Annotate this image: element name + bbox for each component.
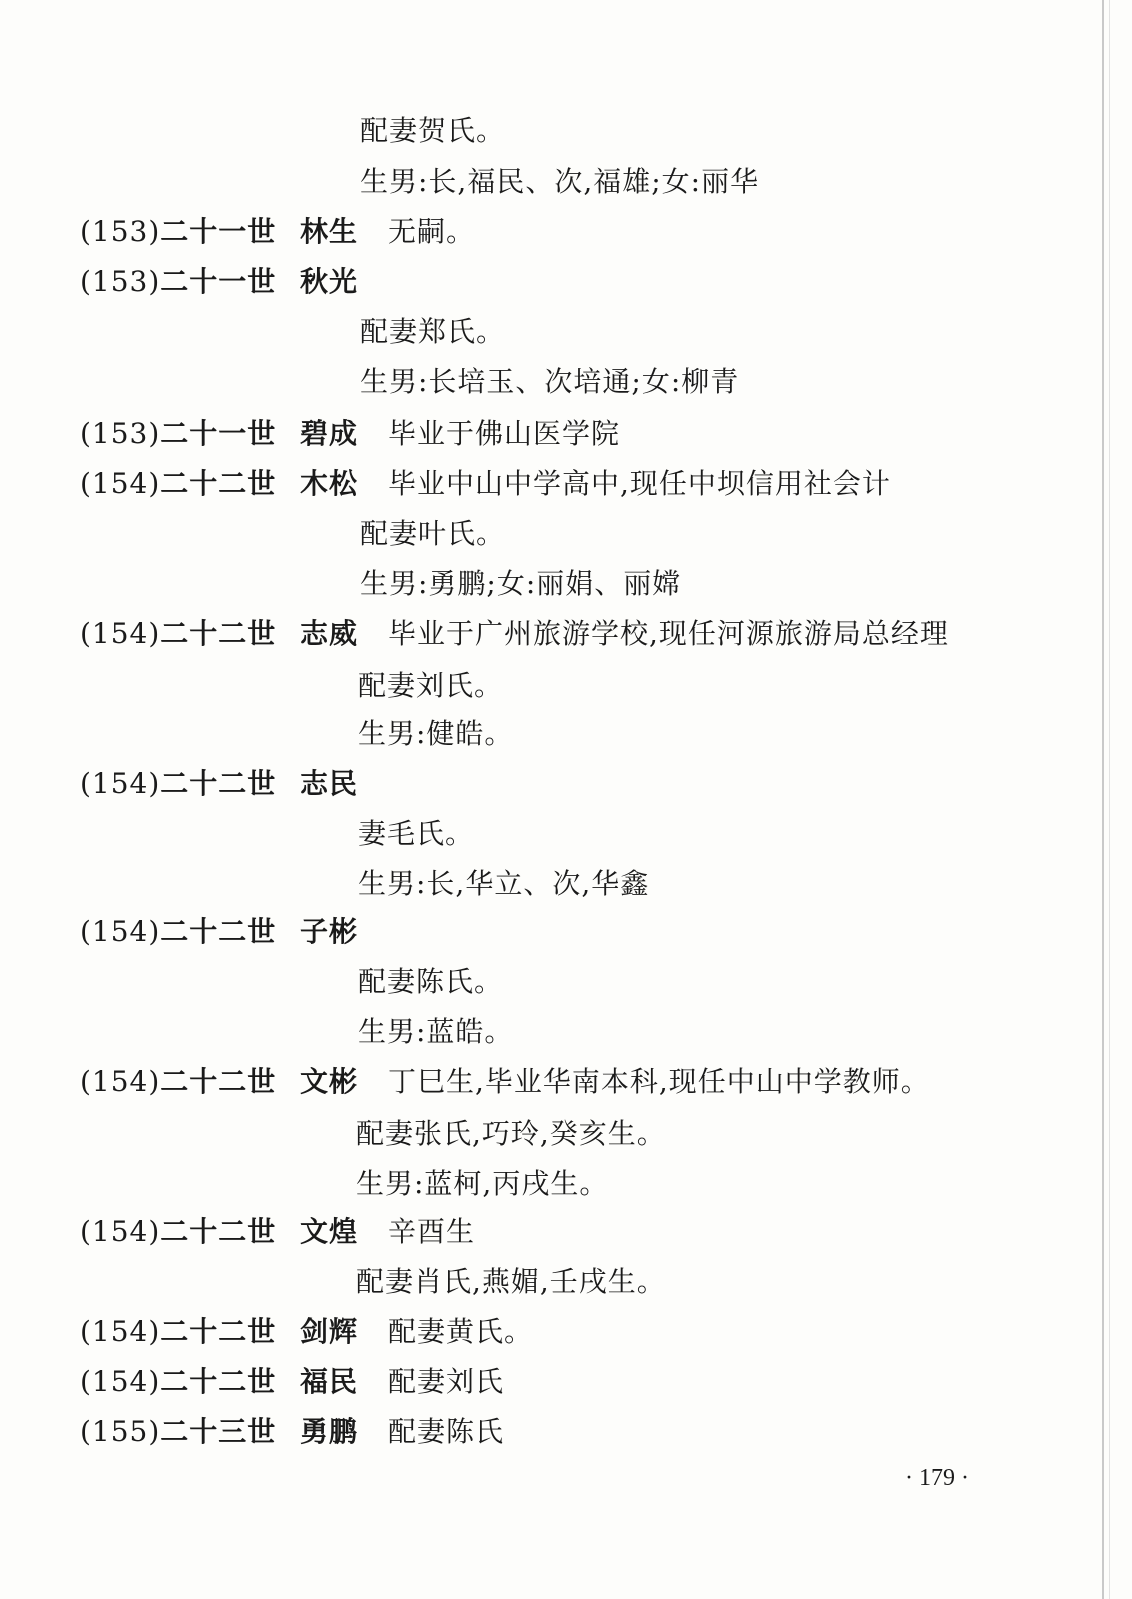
- person-name: 子彬: [300, 915, 359, 948]
- entry-detail-line: 生男:蓝柯,丙戌生。: [356, 1167, 609, 1200]
- person-description: 毕业于佛山医学院: [388, 417, 621, 450]
- person-description: 配妻刘氏: [388, 1365, 505, 1398]
- generation-label: 二十二世: [160, 467, 277, 500]
- entry-index: (154): [80, 467, 161, 500]
- entry-generation: [80, 416, 276, 452]
- person-description: 毕业中山中学高中,现任中坝信用社会计: [388, 467, 891, 500]
- generation-label: 二十二世: [160, 915, 277, 948]
- person-description: 毕业于广州旅游学校,现任河源旅游局总经理: [388, 617, 949, 650]
- page-edge-line: [1109, 0, 1110, 1599]
- page-number: · 179 ·: [905, 1465, 969, 1491]
- generation-label: 二十二世: [160, 1365, 277, 1398]
- entry-generation: [80, 1414, 276, 1450]
- entry-index: (153): [80, 265, 161, 298]
- person-name: 文彬: [300, 1065, 359, 1098]
- entry-detail-line: 生男:健皓。: [358, 717, 514, 750]
- entry-generation: [80, 1064, 276, 1100]
- entry-generation: [80, 466, 276, 502]
- entry-generation: [80, 616, 276, 652]
- entry-index: (153): [80, 215, 161, 248]
- entry-index: (153): [80, 417, 161, 450]
- generation-label: 二十二世: [160, 1215, 277, 1248]
- entry-detail-line: 配妻贺氏。: [360, 114, 506, 147]
- entry-index: (155): [80, 1415, 161, 1448]
- person-name: 文煌: [300, 1215, 359, 1248]
- generation-label: 二十二世: [160, 1315, 277, 1348]
- entry-index: (154): [80, 1365, 161, 1398]
- person-name: 剑辉: [300, 1315, 359, 1348]
- entry-detail-line: 生男:长,福民、次,福雄;女:丽华: [360, 165, 760, 198]
- person-name: 碧成: [300, 417, 359, 450]
- entry-detail-line: 配妻刘氏。: [358, 669, 504, 702]
- person-name: 勇鹏: [300, 1415, 359, 1448]
- person-name: 林生: [300, 215, 359, 248]
- generation-label: 二十二世: [160, 1065, 277, 1098]
- person-description: 丁巳生,毕业华南本科,现任中山中学教师。: [388, 1065, 930, 1098]
- entry-detail-line: 配妻肖氏,燕媚,壬戌生。: [356, 1265, 666, 1298]
- entry-generation: [80, 214, 276, 250]
- person-name: 福民: [300, 1365, 359, 1398]
- entry-index: (154): [80, 1215, 161, 1248]
- person-description: 无嗣。: [388, 215, 476, 248]
- entry-index: (154): [80, 617, 161, 650]
- entry-detail-line: 妻毛氏。: [358, 817, 475, 850]
- entry-generation: [80, 1214, 276, 1250]
- entry-detail-line: 配妻张氏,巧玲,癸亥生。: [356, 1117, 666, 1150]
- entry-generation: [80, 1364, 276, 1400]
- entry-generation: [80, 914, 276, 950]
- entry-detail-line: 配妻郑氏。: [360, 315, 506, 348]
- page-edge-shadow: [1102, 0, 1104, 1599]
- entry-generation: [80, 766, 276, 802]
- entry-generation: [80, 264, 276, 300]
- entry-detail-line: 生男:长培玉、次培通;女:柳青: [360, 365, 740, 398]
- person-name: 志威: [300, 617, 359, 650]
- entry-generation: [80, 1314, 276, 1350]
- person-name: 志民: [300, 767, 359, 800]
- entry-index: (154): [80, 767, 161, 800]
- person-description: 配妻黄氏。: [388, 1315, 534, 1348]
- entry-index: (154): [80, 1065, 161, 1098]
- generation-label: 二十三世: [160, 1415, 277, 1448]
- generation-label: 二十二世: [160, 767, 277, 800]
- generation-label: 二十二世: [160, 617, 277, 650]
- entry-detail-line: 生男:蓝皓。: [358, 1015, 514, 1048]
- entry-detail-line: 生男:勇鹏;女:丽娟、丽嫦: [360, 567, 682, 600]
- person-name: 秋光: [300, 265, 359, 298]
- generation-label: 二十一世: [160, 265, 277, 298]
- generation-label: 二十一世: [160, 215, 277, 248]
- generation-label: 二十一世: [160, 417, 277, 450]
- entry-detail-line: 生男:长,华立、次,华鑫: [358, 867, 650, 900]
- person-description: 辛酉生: [388, 1215, 476, 1248]
- entry-index: (154): [80, 1315, 161, 1348]
- entry-detail-line: 配妻陈氏。: [358, 965, 504, 998]
- entry-index: (154): [80, 915, 161, 948]
- entry-detail-line: 配妻叶氏。: [360, 517, 506, 550]
- person-description: 配妻陈氏: [388, 1415, 505, 1448]
- person-name: 木松: [300, 467, 359, 500]
